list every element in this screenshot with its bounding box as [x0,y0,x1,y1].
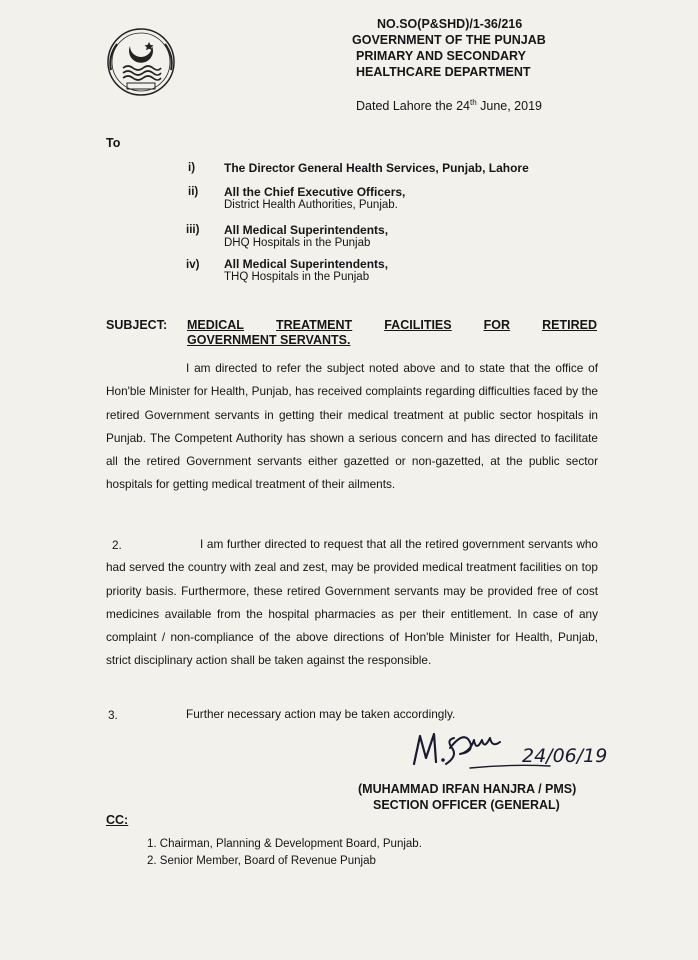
signatory-name: (MUHAMMAD IRFAN HANJRA / PMS) [358,782,577,796]
signatory-title: SECTION OFFICER (GENERAL) [373,798,560,812]
signature-date: 24/06/19 [522,745,608,767]
header-line-3: HEALTHCARE DEPARTMENT [356,65,531,79]
subject-word: MEDICAL [187,318,244,332]
recipient-line: The Director General Health Services, Punjab, Lahore [224,161,529,175]
subject-line-2: GOVERNMENT SERVANTS. [187,333,351,347]
punjab-government-logo [103,24,179,100]
to-label: To [106,136,121,150]
paragraph-number: 3. [108,708,118,722]
subject-label: SUBJECT: [106,318,168,332]
recipient-line: DHQ Hospitals in the Punjab [224,237,371,249]
paragraph-1: I am directed to refer the subject noted above and to state that the office of Hon'ble Minister for Health, Punjab, has received complaints regarding difficulties faced by the retired Government servants in getting their medical treatment at public sector hospitals in Punjab. The Competent Authority has shown a serious concern and has directed to facilitate all the retired Government servants either gazetted or non-gazetted, at the public sector hospitals for getting medical treatment of their ailments. [106,361,598,492]
paragraph-3: Further necessary action may be taken accordingly. [186,707,456,721]
subject-word: TREATMENT [276,318,353,332]
recipient-line: THQ Hospitals in the Punjab [224,271,370,283]
handwritten-signature [410,728,640,776]
recipient-line: District Health Authorities, Punjab. [224,199,398,211]
subject-word: FACILITIES [384,318,452,332]
subject-word: RETIRED [542,318,597,332]
recipient-line: All the Chief Executive Officers, [224,185,406,199]
header-line-2: PRIMARY AND SECONDARY [356,49,526,63]
recipient-number: ii) [188,186,199,198]
header-line-1: GOVERNMENT OF THE PUNJAB [352,33,546,47]
reference-number: NO.SO(P&SHD)/1-36/216 [377,17,523,31]
recipient-number: iii) [186,224,200,236]
cc-item: 1. Chairman, Planning & Development Board, Punjab. [147,838,422,850]
recipient-line: All Medical Superintendents, [224,257,389,271]
cc-item: 2. Senior Member, Board of Revenue Punjab [147,855,376,867]
subject-line-1 [187,318,597,332]
paragraph-number: 2. [112,538,122,552]
recipient-number: i) [188,162,196,174]
recipient-line: All Medical Superintendents, [224,223,389,237]
recipient-number: iv) [186,259,200,271]
paragraph-2: I am further directed to request that all the retired government servants who had served the country with zeal and zest, may be provided medical treatment facilities on top priority basis. Furthermore, these retired Government servants may be provided free of cost medicines available from the hospital pharmacies as per their entitlement. In case of any complaint / non-compliance of the above directions of Hon'ble Minister for Health, Punjab, strict disciplinary action shall be taken against the responsible. [106,537,598,668]
document-date: Dated Lahore the 24th June, 2019 [356,98,542,114]
cc-label: CC: [106,813,129,827]
subject-word: FOR [483,318,511,332]
